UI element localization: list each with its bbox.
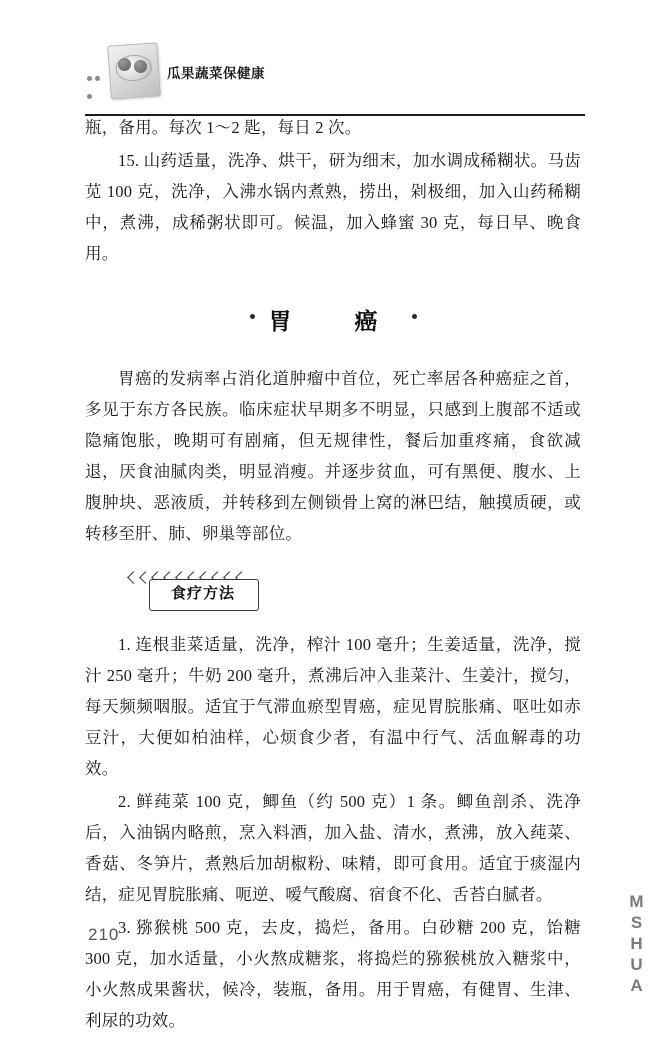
page-content bbox=[85, 112, 581, 1038]
intro-paragraph: 胃癌的发病率占消化道肿瘤中首位，死亡率居各种癌症之首，多见于东方各民族。临床症状早期多不明显，只感到上腹部不适或隐痛饱胀，晚期可有剧痛，但无规律性，餐后加重疼痛，食欲减退，厌食油腻肉类，明显消瘦。并逐步贫血，可有黑便、腹水、上腹肿块、恶液质，并转移到左侧锁骨上窝的淋巴结，触摸质硬，或转移至肝、肺、卵巢等部位。 bbox=[85, 369, 581, 543]
continued-paragraph: 瓶，备用。每次 1～2 匙，每日 2 次。 bbox=[85, 118, 362, 137]
section-title: 胃 癌 bbox=[268, 308, 398, 334]
recipe-item: 3. 猕猴桃 500 克，去皮，捣烂，备用。白砂糖 200 克，饴糖 300 克，加水适量，小火熬成糖浆，将捣烂的猕猴桃放入糖浆中，小火熬成果酱状，候冷，装瓶，备用。用于胃癌，有健胃、生津、利尿的功效。 bbox=[85, 918, 581, 1030]
recipe-item-15: 15. 山药适量，洗净、烘干，研为细末，加水调成稀糊状。马齿苋 100 克，洗净，入沸水锅内煮熟，捞出，剁极细，加入山药稀糊中，煮沸，成稀粥状即可。候温，加入蜂蜜 30 克，每日早、晚食用。 bbox=[85, 151, 581, 263]
page-number: 210 bbox=[88, 925, 120, 944]
diamond-bullet-icon bbox=[412, 314, 417, 319]
side-mark: MSHUA bbox=[627, 892, 646, 997]
section-heading bbox=[85, 303, 581, 337]
three-dots-icon bbox=[87, 68, 109, 76]
recipe-item: 2. 鲜莼菜 100 克，鲫鱼（约 500 克）1 条。鲫鱼剖杀、洗净后，入油锅内略煎，烹入料酒，加入盐、清水，煮沸，放入莼菜、香菇、冬笋片，煮熟后加胡椒粉、味精，即可食用。适宜于痰湿内结，症见胃脘胀痛、呃逆、嗳气酸腐、宿食不化、舌苔白腻者。 bbox=[85, 792, 581, 904]
recipe-item: 1. 连根韭菜适量，洗净，榨汁 100 毫升；生姜适量，洗净，搅汁 250 毫升；牛奶 200 毫升，煮沸后冲入韭菜汁、生姜汁，搅匀，每天频频咽服。适宜于气滞血瘀型胃癌，症见胃脘胀痛、呕吐如赤豆汁，大便如柏油样，心烦食少者，有温中行气、活血解毒的功效。 bbox=[85, 635, 581, 778]
fried-egg-plate-icon bbox=[85, 38, 160, 104]
diamond-bullet-icon bbox=[250, 314, 255, 319]
ribbon-label: 食疗方法 bbox=[170, 585, 235, 602]
food-therapy-ribbon bbox=[127, 571, 277, 617]
page-header bbox=[85, 38, 585, 110]
book-title: 瓜果蔬菜保健康 bbox=[167, 66, 265, 81]
